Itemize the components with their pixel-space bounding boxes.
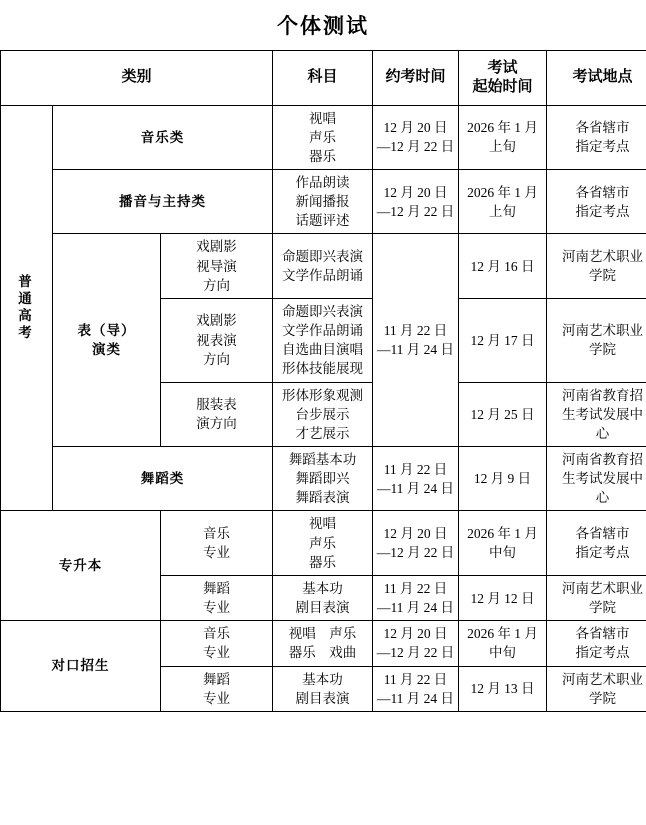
subject-cell: 基本功 剧目表演	[273, 666, 373, 711]
exam-location-cell: 河南艺术职业 学院	[547, 575, 646, 620]
subject-cell: 命题即兴表演 文学作品朗诵 自选曲目演唱 形体技能展现	[273, 298, 373, 382]
exam-location-cell: 河南艺术职业 学院	[547, 666, 646, 711]
sub-category-broadcasting: 播音与主持类	[53, 169, 273, 233]
table-row	[1, 511, 646, 575]
group-label-char: 普	[18, 274, 35, 290]
group-label-char: 高	[18, 307, 35, 323]
header-appointment-time: 约考时间	[373, 51, 459, 106]
table-row	[1, 105, 646, 169]
exam-start-time-cell: 12 月 25 日	[459, 382, 547, 446]
subject-cell: 基本功 剧目表演	[273, 575, 373, 620]
exam-start-time-cell: 12 月 9 日	[459, 447, 547, 511]
appointment-time-cell: 12 月 20 日 —12 月 22 日	[373, 105, 459, 169]
header-exam-start-time	[459, 51, 547, 106]
table-row	[1, 169, 646, 233]
exam-location-cell: 各省辖市 指定考点	[547, 621, 646, 666]
exam-start-time-cell: 12 月 17 日	[459, 298, 547, 382]
exam-location-cell: 各省辖市 指定考点	[547, 511, 646, 575]
exam-location-cell: 各省辖市 指定考点	[547, 105, 646, 169]
group-label-duikou: 对口招生	[1, 621, 161, 712]
direction-cell: 音乐 专业	[161, 621, 273, 666]
exam-start-time-cell: 2026 年 1 月 中旬	[459, 511, 547, 575]
exam-location-cell: 河南艺术职业 学院	[547, 234, 646, 298]
table-row	[1, 447, 646, 511]
group-label-gaokao	[1, 105, 53, 511]
page-title: 个体测试	[277, 14, 369, 38]
header-category: 类别	[1, 51, 273, 106]
exam-start-time-cell: 12 月 12 日	[459, 575, 547, 620]
subject-cell: 视唱 声乐 器乐	[273, 511, 373, 575]
exam-schedule-table	[0, 50, 646, 712]
exam-start-time-cell: 12 月 13 日	[459, 666, 547, 711]
direction-cell: 舞蹈 专业	[161, 666, 273, 711]
table-row	[1, 621, 646, 666]
exam-location-cell: 各省辖市 指定考点	[547, 169, 646, 233]
exam-location-cell: 河南艺术职业 学院	[547, 298, 646, 382]
direction-cell: 戏剧影 视导演 方向	[161, 234, 273, 298]
appointment-time-cell: 12 月 20 日 —12 月 22 日	[373, 169, 459, 233]
exam-start-time-cell: 2026 年 1 月 上旬	[459, 105, 547, 169]
direction-cell: 舞蹈 专业	[161, 575, 273, 620]
exam-location-cell: 河南省教育招 生考试发展中 心	[547, 447, 646, 511]
header-subject: 科目	[273, 51, 373, 106]
header-exam-start-time-line1: 考试	[487, 60, 518, 76]
appointment-time-cell: 11 月 22 日 —11 月 24 日	[373, 234, 459, 447]
header-exam-location: 考试地点	[547, 51, 646, 106]
direction-cell: 服装表 演方向	[161, 382, 273, 446]
table-header-row	[1, 51, 646, 106]
subject-cell: 形体形象观测 台步展示 才艺展示	[273, 382, 373, 446]
appointment-time-cell: 11 月 22 日 —11 月 24 日	[373, 666, 459, 711]
exam-start-time-cell: 2026 年 1 月 中旬	[459, 621, 547, 666]
subject-cell: 命题即兴表演 文学作品朗诵	[273, 234, 373, 298]
subject-cell: 视唱 声乐 器乐 戏曲	[273, 621, 373, 666]
group-label-zhuanshengben: 专升本	[1, 511, 161, 621]
sub-category-music: 音乐类	[53, 105, 273, 169]
group-label-char: 通	[18, 291, 35, 307]
direction-cell: 戏剧影 视表演 方向	[161, 298, 273, 382]
exam-start-time-cell: 2026 年 1 月 上旬	[459, 169, 547, 233]
sub-category-performance: 表（导） 演类	[53, 234, 161, 447]
sub-category-dance: 舞蹈类	[53, 447, 273, 511]
subject-cell: 舞蹈基本功 舞蹈即兴 舞蹈表演	[273, 447, 373, 511]
appointment-time-cell: 12 月 20 日 —12 月 22 日	[373, 621, 459, 666]
group-label-char: 考	[18, 324, 35, 340]
appointment-time-cell: 11 月 22 日 —11 月 24 日	[373, 447, 459, 511]
exam-start-time-cell: 12 月 16 日	[459, 234, 547, 298]
exam-location-cell: 河南省教育招 生考试发展中 心	[547, 382, 646, 446]
header-exam-start-time-line2: 起始时间	[472, 78, 533, 95]
table-row	[1, 234, 646, 298]
appointment-time-cell: 12 月 20 日 —12 月 22 日	[373, 511, 459, 575]
appointment-time-cell: 11 月 22 日 —11 月 24 日	[373, 575, 459, 620]
direction-cell: 音乐 专业	[161, 511, 273, 575]
subject-cell: 视唱 声乐 器乐	[273, 105, 373, 169]
subject-cell: 作品朗读 新闻播报 话题评述	[273, 169, 373, 233]
